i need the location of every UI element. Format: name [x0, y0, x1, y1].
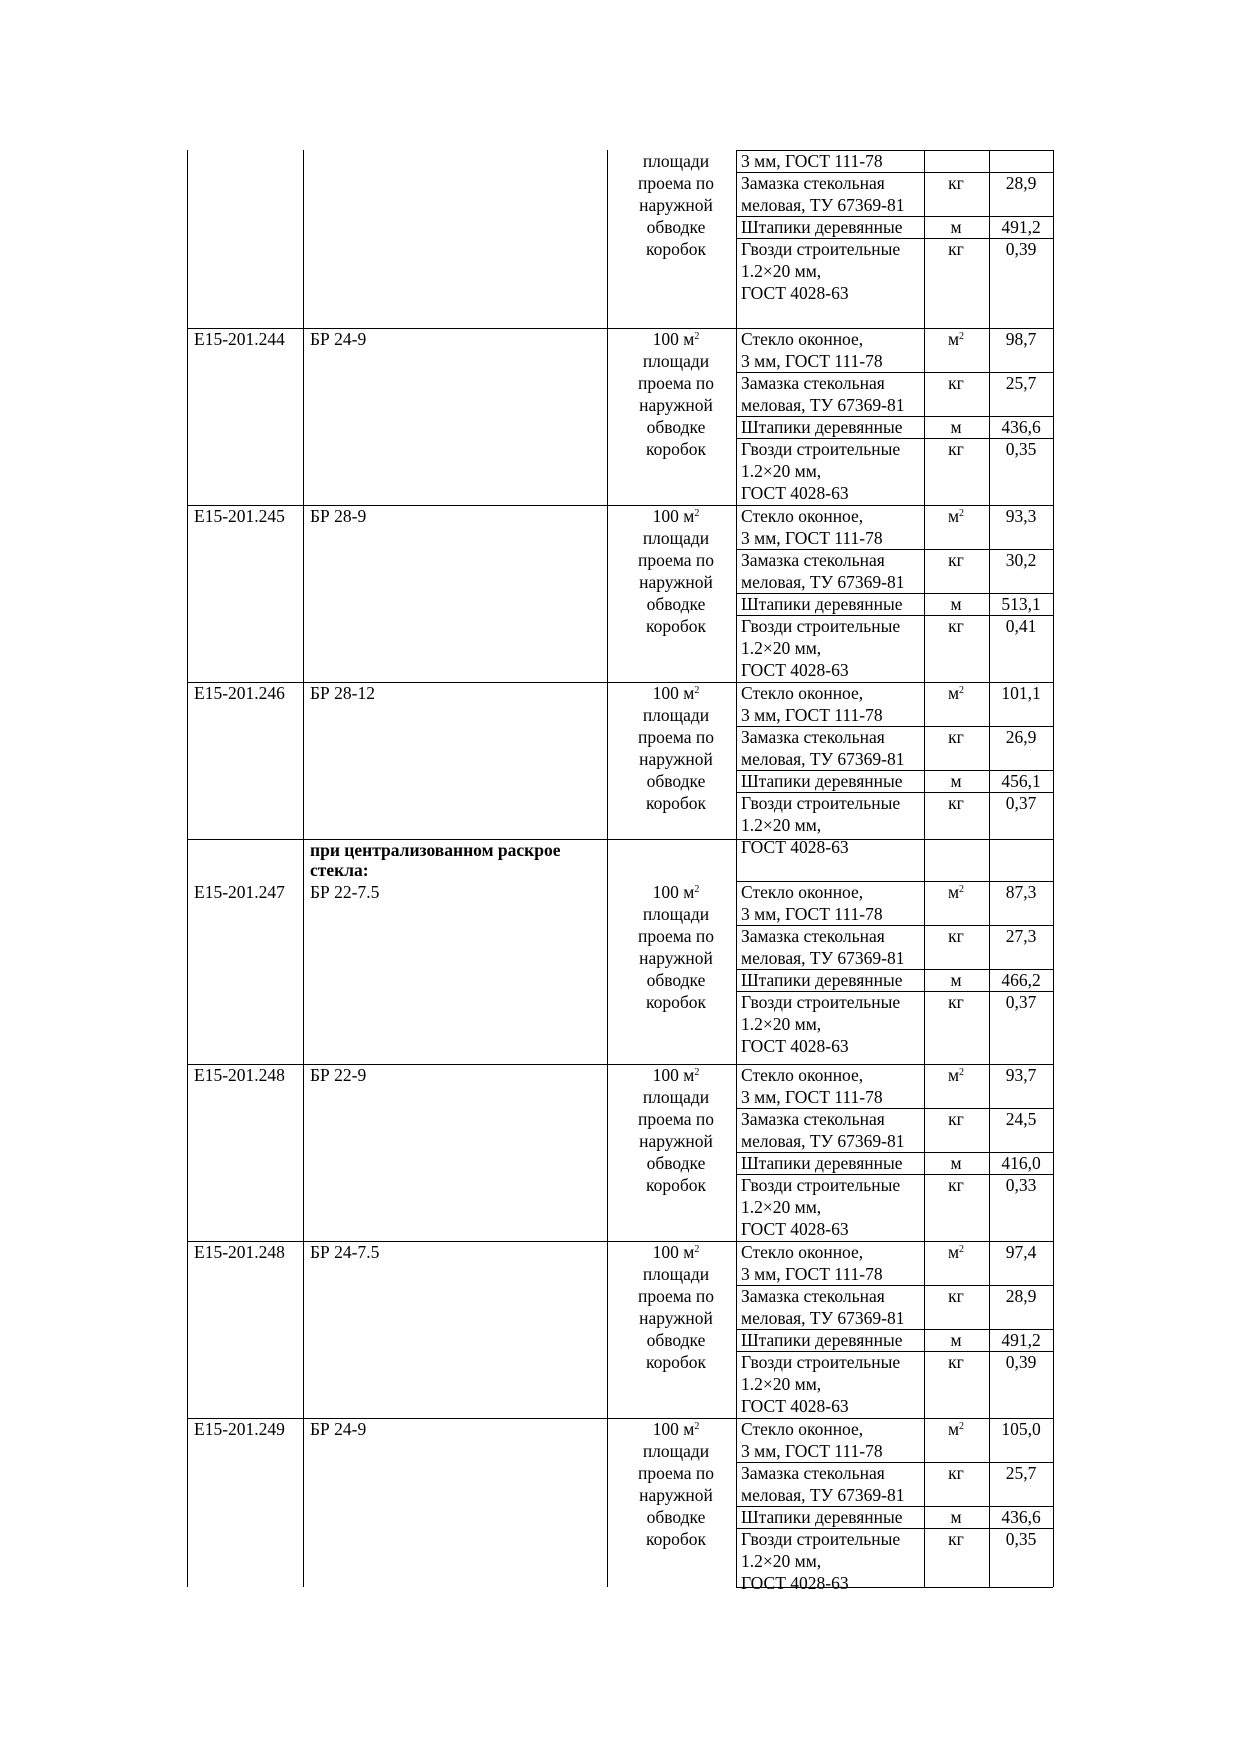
- material-name-line: ГОСТ 4028-63: [741, 1219, 849, 1239]
- section-heading: при централизованном раскрое: [310, 840, 561, 860]
- material-unit: м: [950, 217, 962, 237]
- measure-unit-line: наружной: [639, 1308, 713, 1328]
- material-row-line: [736, 881, 1053, 882]
- material-name-line: Гвозди строительные: [741, 992, 901, 1012]
- material-name-line: Замазка стекольная: [741, 173, 885, 193]
- material-quantity: 27,3: [1005, 926, 1037, 946]
- material-name-line: 3 мм, ГОСТ 111-78: [741, 1441, 883, 1461]
- material-quantity: 0,39: [1005, 1352, 1037, 1372]
- material-name-line: меловая, ТУ 67369-81: [741, 195, 905, 215]
- measure-unit-line: проема по: [637, 1286, 715, 1306]
- material-name-line: 3 мм, ГОСТ 111-78: [741, 705, 883, 725]
- measure-unit-line: коробок: [645, 239, 707, 259]
- table-border-right: [1053, 150, 1054, 1587]
- measure-unit-line: площади: [642, 151, 710, 171]
- measure-unit-line: площади: [642, 1264, 710, 1284]
- material-name-line: 3 мм, ГОСТ 111-78: [741, 1264, 883, 1284]
- material-unit: кг: [948, 239, 964, 259]
- measure-unit-line: площади: [642, 528, 710, 548]
- material-unit: м: [950, 771, 962, 791]
- material-unit: кг: [948, 1463, 964, 1483]
- measure-unit-line: наружной: [639, 572, 713, 592]
- measure-unit-line: обводке: [646, 1330, 706, 1350]
- material-quantity: 0,33: [1005, 1175, 1037, 1195]
- material-quantity: 98,7: [1005, 329, 1037, 349]
- measure-unit-line: 100 $м^2$: [652, 882, 700, 902]
- item-name: БР 24-7.5: [310, 1242, 380, 1262]
- material-name-line: ГОСТ 4028-63: [741, 283, 849, 303]
- measure-unit-line: обводке: [646, 417, 706, 437]
- material-name-line: меловая, ТУ 67369-81: [741, 1485, 905, 1505]
- material-name-line: меловая, ТУ 67369-81: [741, 572, 905, 592]
- material-name-line: 1.2×20 мм,: [741, 1374, 822, 1394]
- table-border-left: [187, 150, 188, 1587]
- material-name-line: Замазка стекольная: [741, 1109, 885, 1129]
- measure-unit-line: коробок: [645, 616, 707, 636]
- norm-code: Е15-201.244: [194, 329, 285, 349]
- material-name-line: 1.2×20 мм,: [741, 1014, 822, 1034]
- material-quantity: 491,2: [1001, 217, 1041, 237]
- item-name: БР 24-9: [310, 329, 367, 349]
- measure-unit-line: коробок: [645, 1175, 707, 1195]
- material-quantity: 416,0: [1001, 1153, 1041, 1173]
- table-bottom-line: [736, 1587, 1053, 1588]
- material-name-line: 1.2×20 мм,: [741, 1551, 822, 1571]
- material-quantity: 93,7: [1005, 1065, 1037, 1085]
- material-name-line: Замазка стекольная: [741, 550, 885, 570]
- material-name-line: Штапики деревянные: [741, 417, 903, 437]
- measure-unit-line: проема по: [637, 727, 715, 747]
- material-name-line: 3 мм, ГОСТ 111-78: [741, 528, 883, 548]
- material-name-line: 1.2×20 мм,: [741, 1197, 822, 1217]
- material-quantity: 0,41: [1005, 616, 1037, 636]
- measure-unit-line: обводке: [646, 217, 706, 237]
- material-quantity: 24,5: [1005, 1109, 1037, 1129]
- measure-unit-line: наружной: [639, 948, 713, 968]
- measure-unit-line: площади: [642, 351, 710, 371]
- measure-unit-line: обводке: [646, 1153, 706, 1173]
- table-divider-code-name: [303, 150, 304, 1587]
- material-quantity: 101,1: [1001, 683, 1041, 703]
- material-name-line: меловая, ТУ 67369-81: [741, 948, 905, 968]
- material-quantity: 456,1: [1001, 771, 1041, 791]
- material-name-line: 1.2×20 мм,: [741, 461, 822, 481]
- measure-unit-line: площади: [642, 1087, 710, 1107]
- material-name-line: ГОСТ 4028-63: [741, 837, 849, 857]
- material-name-line: Гвозди строительные: [741, 1352, 901, 1372]
- material-quantity: 105,0: [1001, 1419, 1041, 1439]
- material-unit: $м^2$: [947, 329, 965, 349]
- material-name-line: меловая, ТУ 67369-81: [741, 1308, 905, 1328]
- measure-unit-line: 100 $м^2$: [652, 1242, 700, 1262]
- measure-unit-line: площади: [642, 705, 710, 725]
- material-unit: м: [950, 970, 962, 990]
- material-unit: кг: [948, 173, 964, 193]
- material-name-line: 1.2×20 мм,: [741, 815, 822, 835]
- table-divider-name-measure: [607, 150, 608, 1587]
- material-unit: $м^2$: [947, 1419, 965, 1439]
- item-name: БР 28-9: [310, 506, 367, 526]
- norm-code: Е15-201.247: [194, 882, 285, 902]
- item-name: БР 22-9: [310, 1065, 367, 1085]
- material-name-line: Штапики деревянные: [741, 1153, 903, 1173]
- material-name-line: Стекло оконное,: [741, 1419, 864, 1439]
- material-unit: кг: [948, 1352, 964, 1372]
- material-quantity: 513,1: [1001, 594, 1041, 614]
- material-unit: $м^2$: [947, 506, 965, 526]
- measure-unit-line: коробок: [645, 793, 707, 813]
- norm-code: Е15-201.248: [194, 1242, 285, 1262]
- material-quantity: 25,7: [1005, 1463, 1037, 1483]
- material-name-line: Гвозди строительные: [741, 439, 901, 459]
- material-unit: м: [950, 594, 962, 614]
- material-quantity: 0,37: [1005, 793, 1037, 813]
- material-quantity: 436,6: [1001, 417, 1041, 437]
- norm-code: Е15-201.248: [194, 1065, 285, 1085]
- material-name-line: Гвозди строительные: [741, 1175, 901, 1195]
- measure-unit-line: наружной: [639, 1131, 713, 1151]
- material-unit: кг: [948, 926, 964, 946]
- material-name-line: Штапики деревянные: [741, 1330, 903, 1350]
- material-quantity: 93,3: [1005, 506, 1037, 526]
- measure-unit-line: коробок: [645, 1529, 707, 1549]
- section-heading: стекла:: [310, 860, 369, 880]
- material-name-line: Штапики деревянные: [741, 970, 903, 990]
- material-name-line: Замазка стекольная: [741, 1286, 885, 1306]
- material-quantity: 0,35: [1005, 1529, 1037, 1549]
- measure-unit-line: 100 $м^2$: [652, 506, 700, 526]
- material-name-line: Стекло оконное,: [741, 329, 864, 349]
- material-quantity: 25,7: [1005, 373, 1037, 393]
- material-name-line: 3 мм, ГОСТ 111-78: [741, 351, 883, 371]
- material-name-line: меловая, ТУ 67369-81: [741, 1131, 905, 1151]
- material-name-line: Замазка стекольная: [741, 1463, 885, 1483]
- material-name-line: Стекло оконное,: [741, 882, 864, 902]
- material-unit: кг: [948, 727, 964, 747]
- material-unit: кг: [948, 1529, 964, 1549]
- measure-unit-line: проема по: [637, 173, 715, 193]
- material-quantity: 26,9: [1005, 727, 1037, 747]
- material-quantity: 0,39: [1005, 239, 1037, 259]
- material-quantity: 0,35: [1005, 439, 1037, 459]
- material-name-line: 1.2×20 мм,: [741, 261, 822, 281]
- material-name-line: Штапики деревянные: [741, 771, 903, 791]
- material-name-line: ГОСТ 4028-63: [741, 1036, 849, 1056]
- measure-unit-line: обводке: [646, 1507, 706, 1527]
- material-name-line: Стекло оконное,: [741, 1065, 864, 1085]
- material-unit: $м^2$: [947, 1065, 965, 1085]
- material-name-line: Штапики деревянные: [741, 217, 903, 237]
- material-name-line: Замазка стекольная: [741, 373, 885, 393]
- material-unit: $м^2$: [947, 683, 965, 703]
- material-name-line: Штапики деревянные: [741, 594, 903, 614]
- material-name-line: Замазка стекольная: [741, 926, 885, 946]
- measure-unit-line: коробок: [645, 1352, 707, 1372]
- material-quantity: 28,9: [1005, 1286, 1037, 1306]
- material-name-line: 3 мм, ГОСТ 111-78: [741, 1087, 883, 1107]
- material-unit: кг: [948, 616, 964, 636]
- material-unit: $м^2$: [947, 1242, 965, 1262]
- material-quantity: 0,37: [1005, 992, 1037, 1012]
- measure-unit-line: коробок: [645, 992, 707, 1012]
- measure-unit-line: проема по: [637, 1463, 715, 1483]
- measure-unit-line: проема по: [637, 373, 715, 393]
- material-quantity: 97,4: [1005, 1242, 1037, 1262]
- measure-unit-line: площади: [642, 904, 710, 924]
- material-quantity: 30,2: [1005, 550, 1037, 570]
- material-unit: кг: [948, 1286, 964, 1306]
- measure-unit-line: наружной: [639, 195, 713, 215]
- material-name-line: Штапики деревянные: [741, 1507, 903, 1527]
- material-name-line: ГОСТ 4028-63: [741, 1396, 849, 1416]
- measure-unit-line: обводке: [646, 970, 706, 990]
- material-unit: кг: [948, 1109, 964, 1129]
- material-name-line: Стекло оконное,: [741, 1242, 864, 1262]
- item-name: БР 28-12: [310, 683, 375, 703]
- measure-unit-line: обводке: [646, 594, 706, 614]
- material-unit: кг: [948, 793, 964, 813]
- material-name-line: меловая, ТУ 67369-81: [741, 395, 905, 415]
- material-name-line: Гвозди строительные: [741, 239, 901, 259]
- material-name-line: ГОСТ 4028-63: [741, 1573, 849, 1593]
- material-name-line: Гвозди строительные: [741, 1529, 901, 1549]
- material-name-line: 3 мм, ГОСТ 111-78: [741, 151, 883, 171]
- material-quantity: 436,6: [1001, 1507, 1041, 1527]
- table-divider-measure-material: [736, 150, 737, 1587]
- material-name-line: меловая, ТУ 67369-81: [741, 749, 905, 769]
- measure-unit-line: 100 $м^2$: [652, 329, 700, 349]
- material-unit: $м^2$: [947, 882, 965, 902]
- measure-unit-line: наружной: [639, 1485, 713, 1505]
- measure-unit-line: 100 $м^2$: [652, 683, 700, 703]
- material-quantity: 87,3: [1005, 882, 1037, 902]
- material-quantity: 466,2: [1001, 970, 1041, 990]
- material-unit: кг: [948, 439, 964, 459]
- norm-code: Е15-201.249: [194, 1419, 285, 1439]
- measure-unit-line: наружной: [639, 395, 713, 415]
- material-name-line: 3 мм, ГОСТ 111-78: [741, 904, 883, 924]
- measure-unit-line: наружной: [639, 749, 713, 769]
- measure-unit-line: площади: [642, 1441, 710, 1461]
- measure-unit-line: проема по: [637, 926, 715, 946]
- material-name-line: 1.2×20 мм,: [741, 638, 822, 658]
- material-name-line: Гвозди строительные: [741, 793, 901, 813]
- material-quantity: 491,2: [1001, 1330, 1041, 1350]
- material-unit: кг: [948, 373, 964, 393]
- norm-code: Е15-201.246: [194, 683, 285, 703]
- material-name-line: ГОСТ 4028-63: [741, 660, 849, 680]
- material-unit: кг: [948, 1175, 964, 1195]
- item-name: БР 22-7.5: [310, 882, 380, 902]
- measure-unit-line: коробок: [645, 439, 707, 459]
- measure-unit-line: проема по: [637, 550, 715, 570]
- material-quantity: 28,9: [1005, 173, 1037, 193]
- material-unit: кг: [948, 550, 964, 570]
- measure-unit-line: обводке: [646, 771, 706, 791]
- material-name-line: Замазка стекольная: [741, 727, 885, 747]
- item-name: БР 24-9: [310, 1419, 367, 1439]
- material-name-line: Стекло оконное,: [741, 506, 864, 526]
- measure-unit-line: проема по: [637, 1109, 715, 1129]
- measure-unit-line: 100 $м^2$: [652, 1419, 700, 1439]
- material-unit: м: [950, 1507, 962, 1527]
- material-name-line: ГОСТ 4028-63: [741, 483, 849, 503]
- material-name-line: Гвозди строительные: [741, 616, 901, 636]
- measure-unit-line: 100 $м^2$: [652, 1065, 700, 1085]
- material-name-line: Стекло оконное,: [741, 683, 864, 703]
- norm-code: Е15-201.245: [194, 506, 285, 526]
- material-unit: кг: [948, 992, 964, 1012]
- material-unit: м: [950, 1153, 962, 1173]
- material-unit: м: [950, 417, 962, 437]
- material-unit: м: [950, 1330, 962, 1350]
